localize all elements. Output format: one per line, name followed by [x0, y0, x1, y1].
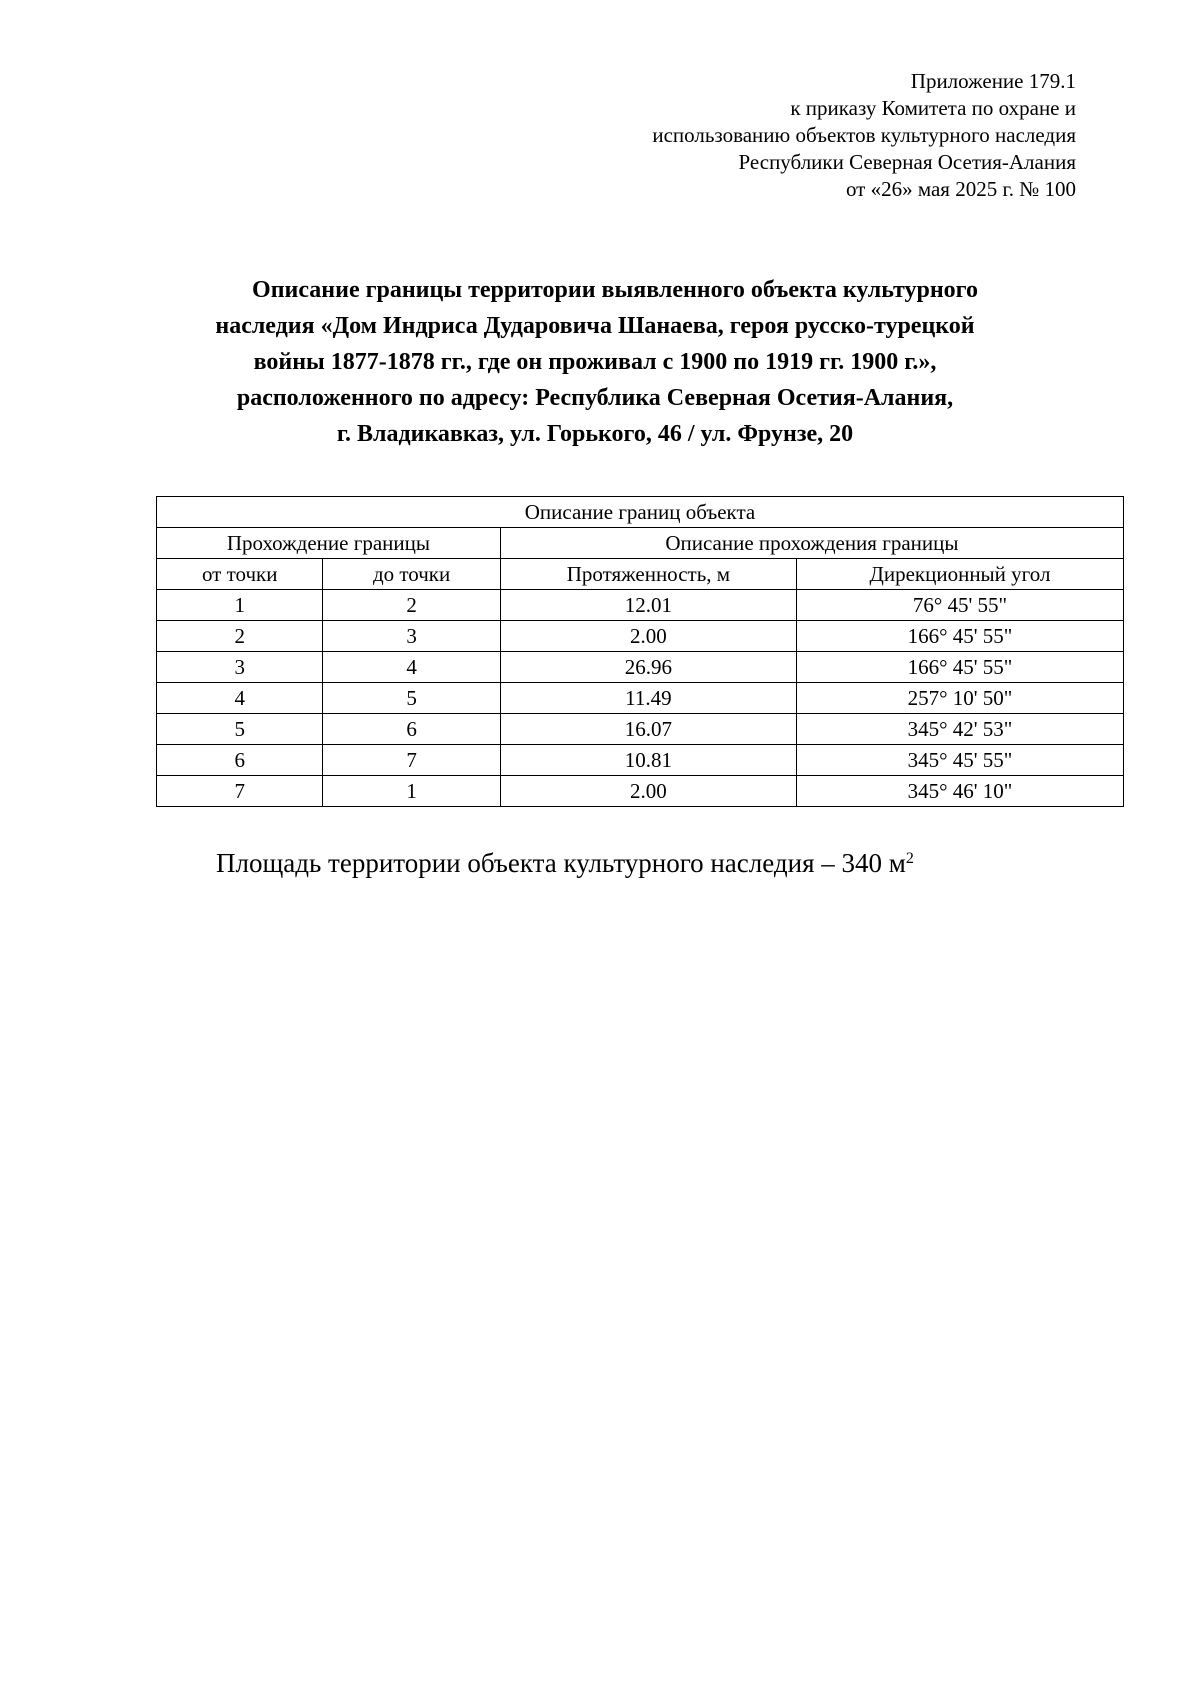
cell-length: 2.00	[500, 621, 796, 652]
cell-direction-angle: 166° 45' 55"	[796, 621, 1123, 652]
table-row	[157, 776, 1124, 807]
table-group-header-row	[157, 528, 1124, 559]
table-caption-row	[157, 497, 1124, 528]
cell-from-point: 3	[157, 652, 323, 683]
cell-to-point: 2	[323, 590, 500, 621]
cell-direction-angle: 345° 42' 53"	[796, 714, 1123, 745]
title-line-3: войны 1877-1878 гг., где он проживал с 1900 по 1919 гг. 1900 г.»,	[253, 349, 937, 375]
cell-length: 10.81	[500, 745, 796, 776]
cell-direction-angle: 257° 10' 50"	[796, 683, 1123, 714]
cell-from-point: 5	[157, 714, 323, 745]
title-line-1: Описание границы территории выявленного объекта культурного	[252, 277, 978, 303]
table-row	[157, 652, 1124, 683]
table-row	[157, 621, 1124, 652]
cell-length: 16.07	[500, 714, 796, 745]
cell-to-point: 7	[323, 745, 500, 776]
territory-area	[216, 846, 914, 880]
boundary-table	[156, 496, 1124, 807]
table-row	[157, 590, 1124, 621]
cell-length: 2.00	[500, 776, 796, 807]
appendix-order-ref: к приказу Комитета по охране и	[790, 96, 1076, 120]
table-column-header-row	[157, 559, 1124, 590]
column-header-from-point: от точки	[157, 559, 323, 590]
cell-to-point: 5	[323, 683, 500, 714]
territory-area-text: Площадь территории объекта культурного наследия – 340 м	[216, 848, 906, 878]
cell-to-point: 3	[323, 621, 500, 652]
group-header-description: Описание прохождения границы	[500, 528, 1123, 559]
cell-to-point: 1	[323, 776, 500, 807]
group-header-passage: Прохождение границы	[157, 528, 501, 559]
cell-direction-angle: 345° 45' 55"	[796, 745, 1123, 776]
appendix-date: от «26» мая 2025 г. № 100	[845, 177, 1076, 201]
area-unit-superscript: 2	[905, 850, 914, 867]
cell-direction-angle: 76° 45' 55"	[796, 590, 1123, 621]
appendix-header	[476, 68, 1076, 203]
appendix-republic: Республики Северная Осетия-Алания	[738, 150, 1076, 174]
table-row	[157, 683, 1124, 714]
cell-length: 11.49	[500, 683, 796, 714]
cell-from-point: 4	[157, 683, 323, 714]
cell-length: 26.96	[500, 652, 796, 683]
cell-from-point: 1	[157, 590, 323, 621]
cell-to-point: 4	[323, 652, 500, 683]
table-caption: Описание границ объекта	[157, 497, 1124, 528]
document-title	[155, 272, 1035, 452]
cell-from-point: 6	[157, 745, 323, 776]
title-line-2: наследия «Дом Индриса Дударовича Шанаева, героя русско-турецкой	[215, 313, 975, 339]
column-header-to-point: до точки	[323, 559, 500, 590]
table-row	[157, 714, 1124, 745]
cell-direction-angle: 166° 45' 55"	[796, 652, 1123, 683]
column-header-direction-angle: Дирекционный угол	[796, 559, 1123, 590]
column-header-length: Протяженность, м	[500, 559, 796, 590]
cell-direction-angle: 345° 46' 10"	[796, 776, 1123, 807]
cell-from-point: 2	[157, 621, 323, 652]
cell-to-point: 6	[323, 714, 500, 745]
cell-from-point: 7	[157, 776, 323, 807]
title-line-4: расположенного по адресу: Республика Северная Осетия-Алания,	[236, 385, 954, 411]
title-line-5: г. Владикавказ, ул. Горького, 46 / ул. Фрунзе, 20	[336, 421, 854, 447]
appendix-number: Приложение 179.1	[910, 69, 1076, 93]
table-body	[157, 590, 1124, 807]
table-row	[157, 745, 1124, 776]
cell-length: 12.01	[500, 590, 796, 621]
appendix-committee: использованию объектов культурного наследия	[652, 123, 1076, 147]
